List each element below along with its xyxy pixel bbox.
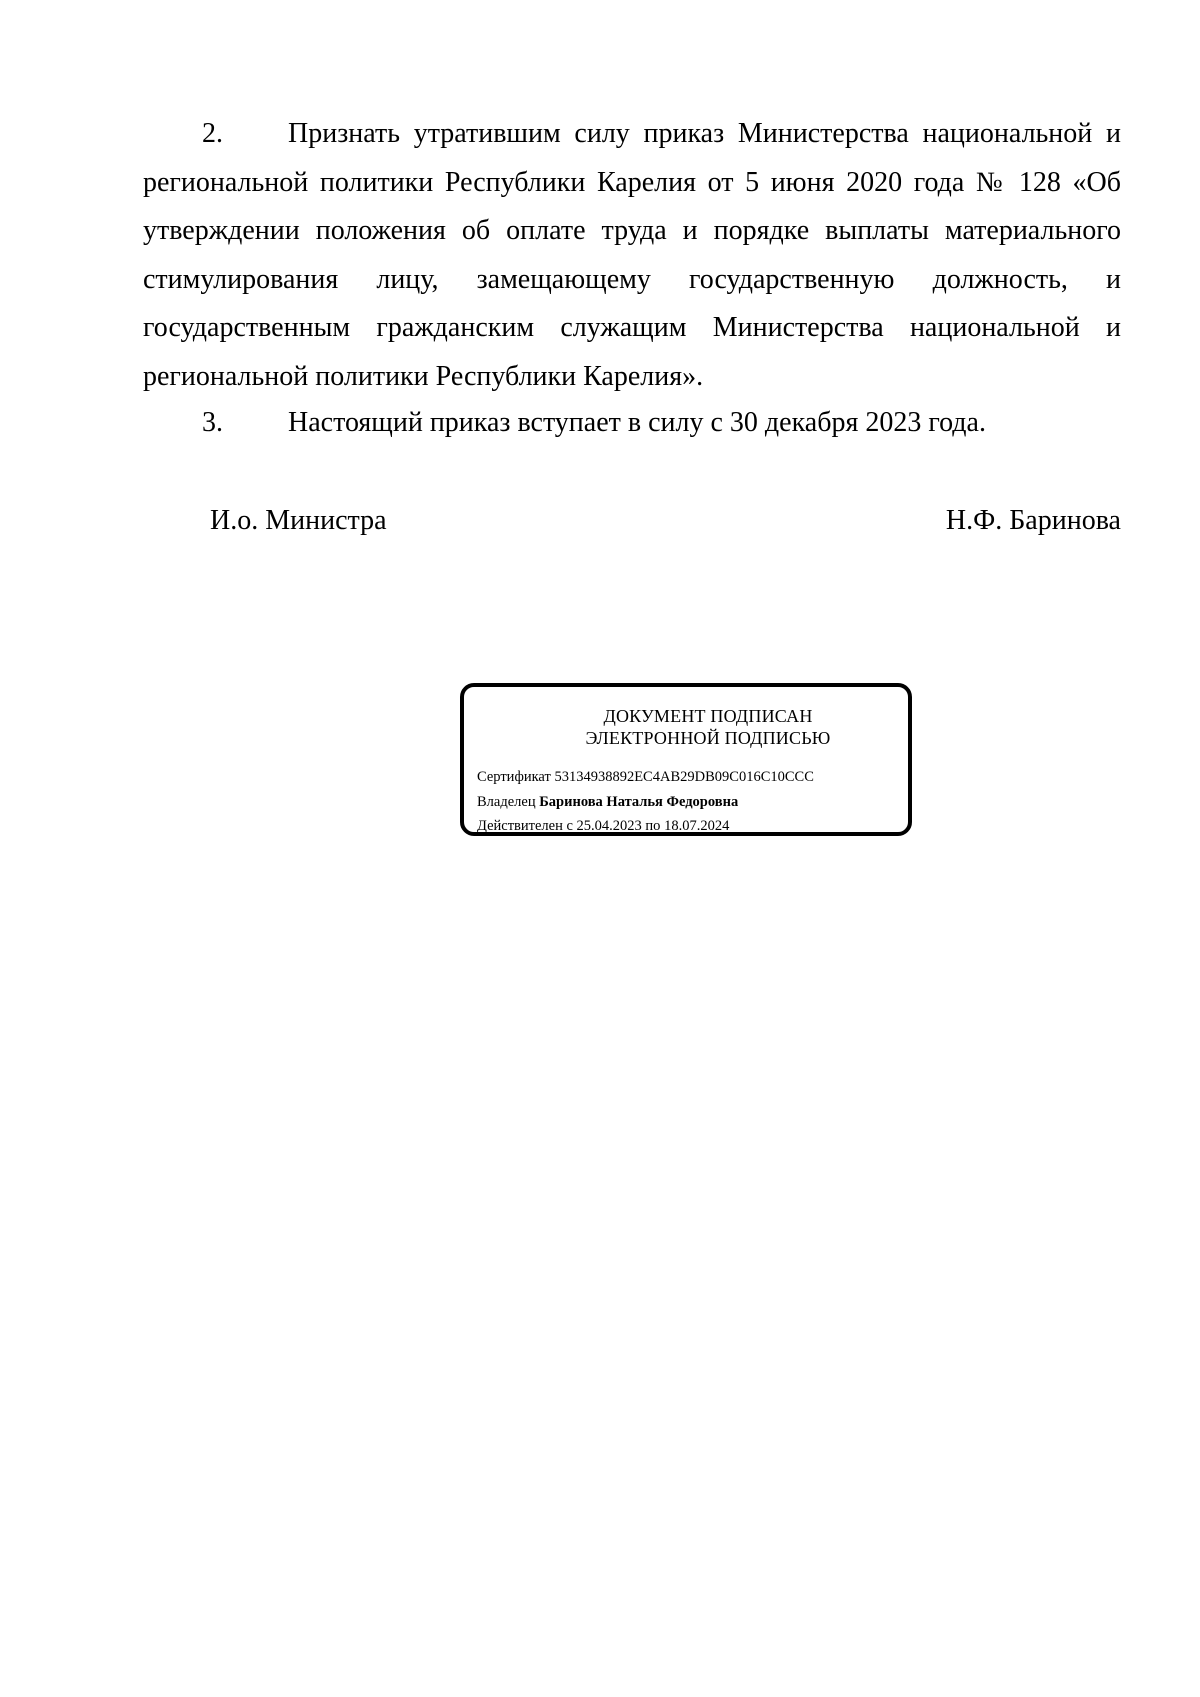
valid-to: 18.07.2024 <box>664 818 730 834</box>
valid-to-label: по <box>645 818 661 834</box>
stamp-title-line1: ДОКУМЕНТ ПОДПИСАН <box>603 706 813 726</box>
electronic-signature-stamp <box>460 683 912 836</box>
stamp-title-line2: ЭЛЕКТРОННОЙ ПОДПИСЬЮ <box>585 728 831 748</box>
signatory-name: Н.Ф. Баринова <box>945 505 1121 536</box>
stamp-validity-row <box>477 817 729 835</box>
certificate-value: 53134938892EC4AB29DB09C016C10CCC <box>554 769 814 785</box>
valid-label: Действителен с <box>477 818 573 834</box>
paragraph-number: 2. <box>202 118 223 149</box>
signatory-position: И.о. Министра <box>210 505 387 536</box>
owner-value: Баринова Наталья Федоровна <box>539 794 739 810</box>
owner-label: Владелец <box>477 794 536 810</box>
certificate-label: Сертификат <box>477 769 551 785</box>
paragraph-3 <box>143 399 1121 448</box>
paragraph-2 <box>143 110 1121 401</box>
valid-from: 25.04.2023 <box>576 818 642 834</box>
stamp-owner-row <box>477 793 738 811</box>
paragraph-text: Признать утратившим силу приказ Министерства национальной и региональной политики Республики Карелия от 5 июня 2020 года № 128 «Об утверждении положения об оплате труда и порядке выплаты материального стимулирования лицу, замещающему государственную должность, и государственным гражданским служащим Министерства национальной и региональной политики Республики Карелия». <box>143 118 1121 392</box>
paragraph-number: 3. <box>202 407 223 438</box>
paragraph-text: Настоящий приказ вступает в силу с 30 декабря 2023 года. <box>288 407 986 438</box>
stamp-certificate-row <box>477 768 814 786</box>
